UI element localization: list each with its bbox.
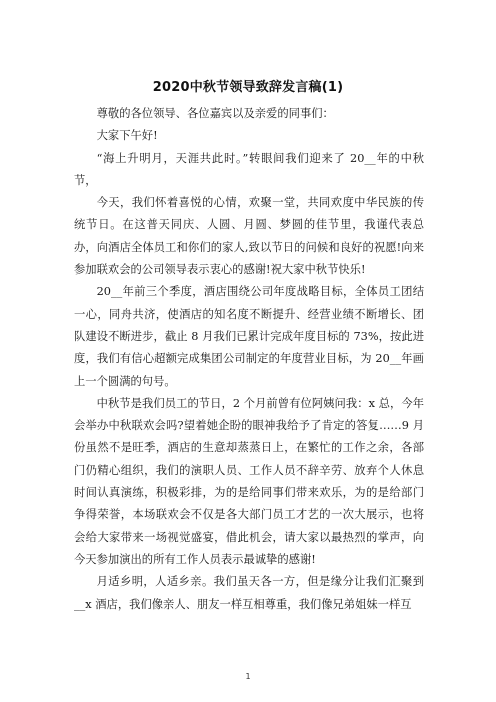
paragraph-family: 月适乡明，人适乡亲。我们虽天各一方，但是缘分让我们汇聚到__x 酒店，我们像亲人、朋友一样互相尊重，我们像兄弟姐妹一样互 <box>74 575 424 611</box>
page-number: 1 <box>245 672 251 681</box>
paragraph-festival-wishes: 今天，我们怀着喜悦的心情，欢聚一堂，共同欢度中华民族的传统节日。在这普天同庆、人圆、月圆、梦圆的佳节里，我谨代表总办，向酒店全体员工和你们的家人,致以节日的问候和良好的祝愿!向来参加联欢会的公司领导表示衷心的感谢!祝大家中秋节快乐! <box>74 196 424 277</box>
paragraph-performance: 20__年前三个季度，酒店围绕公司年度战略目标，全体员工团结一心，同舟共济，使酒店的知名度不断提升、经营业绩不断增长、团队建设不断进步，截止 8 月我们已累计完成年度目标的 73%，按此进度，我们有信心超额完成集团公司制定的年度营业目标，为 20__年画上一个圆满的句号。 <box>74 285 424 388</box>
paragraph-greeting: 大家下午好! <box>96 129 158 143</box>
document-title: 2020中秋节领导致辞发言稿(1) <box>152 80 344 95</box>
paragraph-gala: 中秋节是我们员工的节日，2 个月前曾有位阿姨问我：x 总，今年会举办中秋联欢会吗?望着她企盼的眼神我给予了肯定的答复……9 月份虽然不是旺季，酒店的生意却蒸蒸日上，在繁忙的工作之余，各部门仍精心组织，我们的演职人员、工作人员不辞辛劳、放弃个人休息时间认真演练，积极彩排，为的是给同事们带来欢乐，为的是给部门争得荣誉，本场联欢会不仅是各大部门员工才艺的一次大展示，也将会给大家带来一场视觉盛宴，借此机会，请大家以最热烈的掌声，向今天参加演出的所有工作人员表示最诚挚的感谢! <box>74 396 424 566</box>
paragraph-opening: “海上升明月，天涯共此时。”转眼间我们迎来了 20__年的中秋节， <box>74 151 424 187</box>
document-body <box>74 103 424 616</box>
paragraph-salutation: 尊敬的各位领导、各位嘉宾以及亲爱的同事们： <box>96 107 334 120</box>
